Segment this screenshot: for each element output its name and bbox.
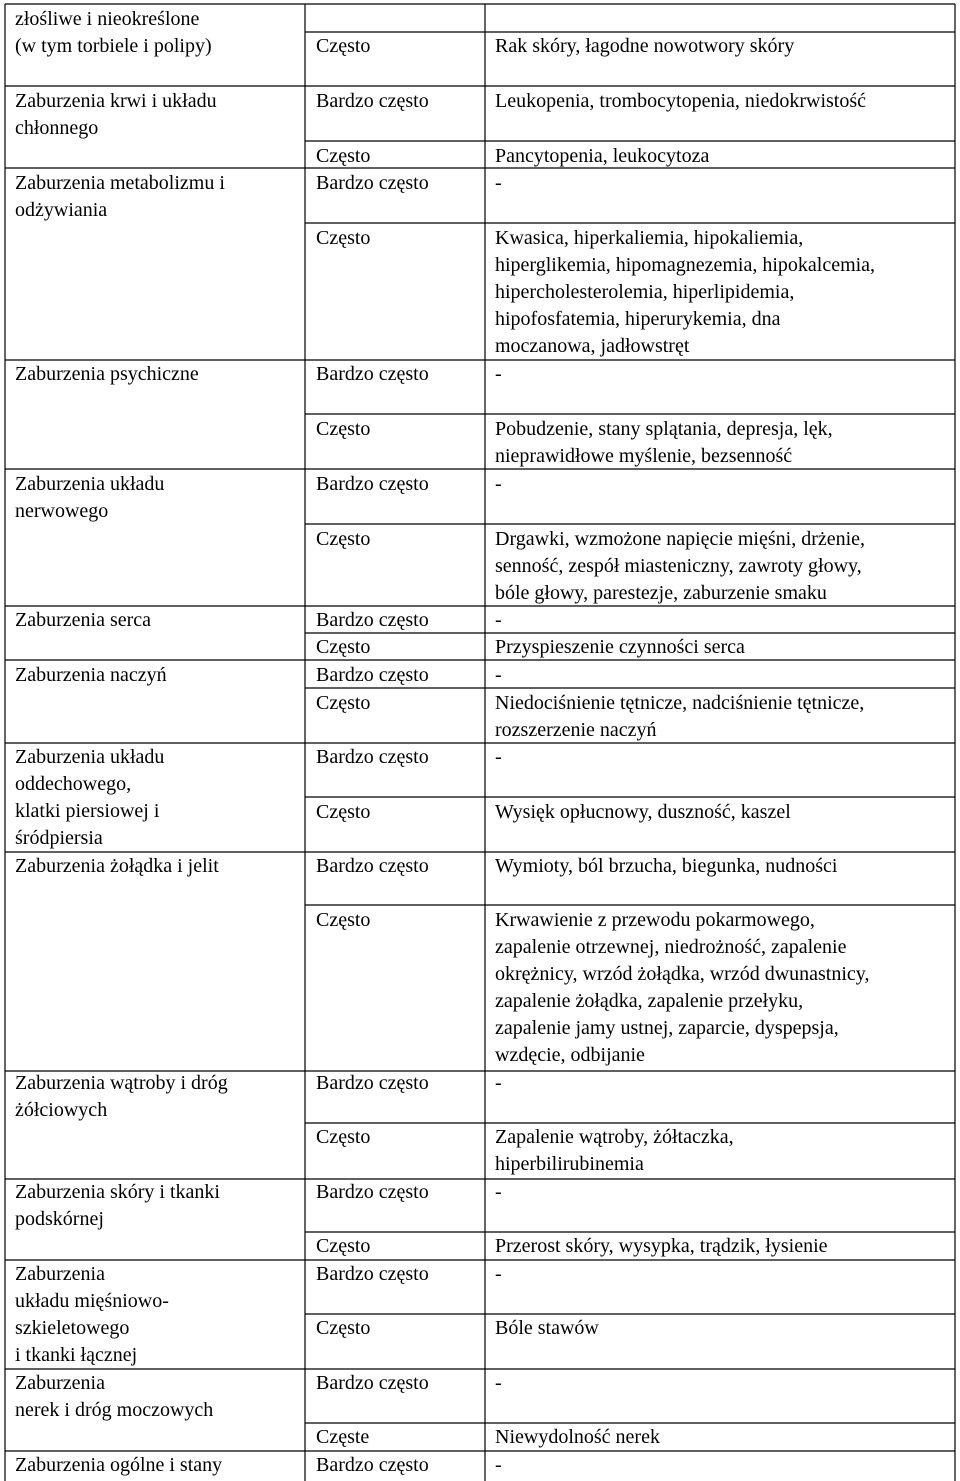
text-line: wzdęcie, odbijanie (495, 1044, 645, 1066)
text-line: nieprawidłowe myślenie, bezsenność (495, 445, 793, 467)
frequency-cell: Często (316, 636, 371, 658)
text-line: Zaburzenia układu (15, 473, 165, 495)
text-line: nerwowego (15, 500, 109, 522)
text-line: (w tym torbiele i polipy) (15, 35, 212, 57)
reactions-cell: - (495, 1372, 502, 1394)
reactions-cell: Niewydolność nerek (495, 1426, 660, 1448)
reactions-cell: - (495, 1181, 502, 1203)
text-line: Pobudzenie, stany splątania, depresja, lęk, (495, 418, 833, 440)
text-line: Krwawienie z przewodu pokarmowego, (495, 909, 815, 931)
system-organ-class: Zaburzenia żołądka i jelit (15, 855, 219, 877)
reactions-cell: - (495, 363, 502, 385)
frequency-cell: Często (316, 1126, 371, 1148)
system-organ-class (15, 6, 212, 60)
frequency-cell: Często (316, 692, 371, 714)
reactions-cell (495, 690, 864, 744)
text-line: bóle głowy, parestezje, zaburzenie smaku (495, 582, 827, 604)
text-line: Zaburzenia krwi i układu (15, 90, 217, 112)
frequency-cell: Często (316, 35, 371, 57)
reactions-cell: Bóle stawów (495, 1317, 599, 1339)
frequency-cell: Bardzo często (316, 1454, 429, 1476)
frequency-cell: Często (316, 1235, 371, 1257)
text-line: hiperglikemia, hipomagnezemia, hipokalcemia, (495, 254, 876, 276)
text-line: układu mięśniowo- (15, 1290, 169, 1312)
system-organ-class: Zaburzenia psychiczne (15, 363, 199, 385)
text-line: hipofosfatemia, hiperurykemia, dna (495, 308, 781, 330)
reactions-cell: Pancytopenia, leukocytoza (495, 145, 710, 167)
reactions-cell: Wysięk opłucnowy, duszność, kaszel (495, 801, 791, 823)
system-organ-class (15, 1179, 220, 1233)
text-line: odżywiania (15, 199, 108, 221)
frequency-cell: Bardzo często (316, 363, 429, 385)
text-line: klatki piersiowej i (15, 800, 160, 822)
text-line: hipercholesterolemia, hiperlipidemia, (495, 281, 795, 303)
frequency-cell: Bardzo często (316, 1263, 429, 1285)
reactions-cell (495, 1124, 734, 1178)
text-line: Zaburzenia (15, 1263, 105, 1285)
text-line: senność, zespół miasteniczny, zawroty głowy, (495, 555, 862, 577)
text-line: żółciowych (15, 1099, 108, 1121)
reactions-cell (495, 416, 833, 470)
text-line: moczanowa, jadłowstręt (495, 335, 690, 357)
reactions-cell: Wymioty, ból brzucha, biegunka, nudności (495, 855, 838, 877)
reactions-cell: - (495, 664, 502, 686)
frequency-cell: Często (316, 528, 371, 550)
reactions-cell: Rak skóry, łagodne nowotwory skóry (495, 35, 795, 57)
frequency-cell: Często (316, 909, 371, 931)
system-organ-class (15, 1261, 169, 1369)
frequency-cell: Często (316, 801, 371, 823)
frequency-cell: Bardzo często (316, 664, 429, 686)
frequency-cell: Bardzo często (316, 473, 429, 495)
system-organ-class: Zaburzenia serca (15, 609, 152, 631)
frequency-cell: Częste (316, 1426, 370, 1448)
text-line: chłonnego (15, 117, 99, 139)
reactions-cell: Przerost skóry, wysypka, trądzik, łysienie (495, 1235, 828, 1257)
system-organ-class (15, 170, 225, 224)
text-line: podskórnej (15, 1208, 104, 1230)
frequency-cell: Często (316, 145, 371, 167)
text-line: śródpiersia (15, 827, 103, 849)
system-organ-class (15, 744, 164, 852)
text-line: Zaburzenia wątroby i dróg (15, 1072, 228, 1094)
text-line: Zaburzenia skóry i tkanki (15, 1181, 220, 1203)
frequency-cell: Bardzo często (316, 1072, 429, 1094)
text-line: Zaburzenia (15, 1372, 105, 1394)
text-line: Zaburzenia układu (15, 746, 165, 768)
frequency-cell: Często (316, 227, 371, 249)
frequency-cell: Często (316, 418, 371, 440)
text-line: złośliwe i nieokreślone (15, 8, 200, 30)
text-line: okrężnicy, wrzód żołądka, wrzód dwunastnicy, (495, 963, 870, 985)
frequency-cell: Bardzo często (316, 1181, 429, 1203)
reactions-cell (495, 907, 870, 1069)
reactions-cell (495, 225, 875, 360)
text-line: Kwasica, hiperkaliemia, hipokaliemia, (495, 227, 804, 249)
text-line: Niedociśnienie tętnicze, nadciśnienie tętnicze, (495, 692, 865, 714)
system-organ-class (15, 88, 217, 142)
system-organ-class (15, 471, 164, 525)
frequency-cell: Bardzo często (316, 172, 429, 194)
text-line: szkieletowego (15, 1317, 130, 1339)
system-organ-class (15, 1370, 213, 1424)
text-line: hiperbilirubinemia (495, 1153, 644, 1175)
system-organ-class: Zaburzenia ogólne i stany (15, 1454, 223, 1476)
reactions-cell: - (495, 1263, 502, 1285)
text-line: oddechowego, (15, 773, 132, 795)
text-line: zapalenie otrzewnej, niedrożność, zapalenie (495, 936, 847, 958)
text-line: Zapalenie wątroby, żółtaczka, (495, 1126, 734, 1148)
text-line: Zaburzenia metabolizmu i (15, 172, 225, 194)
reactions-cell: Leukopenia, trombocytopenia, niedokrwistość (495, 90, 867, 112)
text-line: zapalenie jamy ustnej, zaparcie, dyspepsja, (495, 1017, 839, 1039)
reactions-cell (495, 526, 865, 607)
reactions-cell: - (495, 746, 502, 768)
frequency-cell: Bardzo często (316, 1372, 429, 1394)
reactions-cell: - (495, 609, 502, 631)
system-organ-class: Zaburzenia naczyń (15, 664, 167, 686)
frequency-cell: Bardzo często (316, 855, 429, 877)
text-line: Drgawki, wzmożone napięcie mięśni, drżenie, (495, 528, 866, 550)
reactions-cell: - (495, 1454, 502, 1476)
text-line: i tkanki łącznej (15, 1344, 138, 1366)
frequency-cell: Bardzo często (316, 609, 429, 631)
text-line: zapalenie żołądka, zapalenie przełyku, (495, 990, 804, 1012)
text-line: rozszerzenie naczyń (495, 719, 657, 741)
frequency-cell: Bardzo często (316, 746, 429, 768)
reactions-cell: - (495, 172, 502, 194)
reactions-cell: - (495, 473, 502, 495)
reactions-cell: Przyspieszenie czynności serca (495, 636, 745, 658)
text-line: nerek i dróg moczowych (15, 1399, 214, 1421)
reactions-cell: - (495, 1072, 502, 1094)
frequency-cell: Bardzo często (316, 90, 429, 112)
frequency-cell: Często (316, 1317, 371, 1339)
system-organ-class (15, 1070, 228, 1124)
